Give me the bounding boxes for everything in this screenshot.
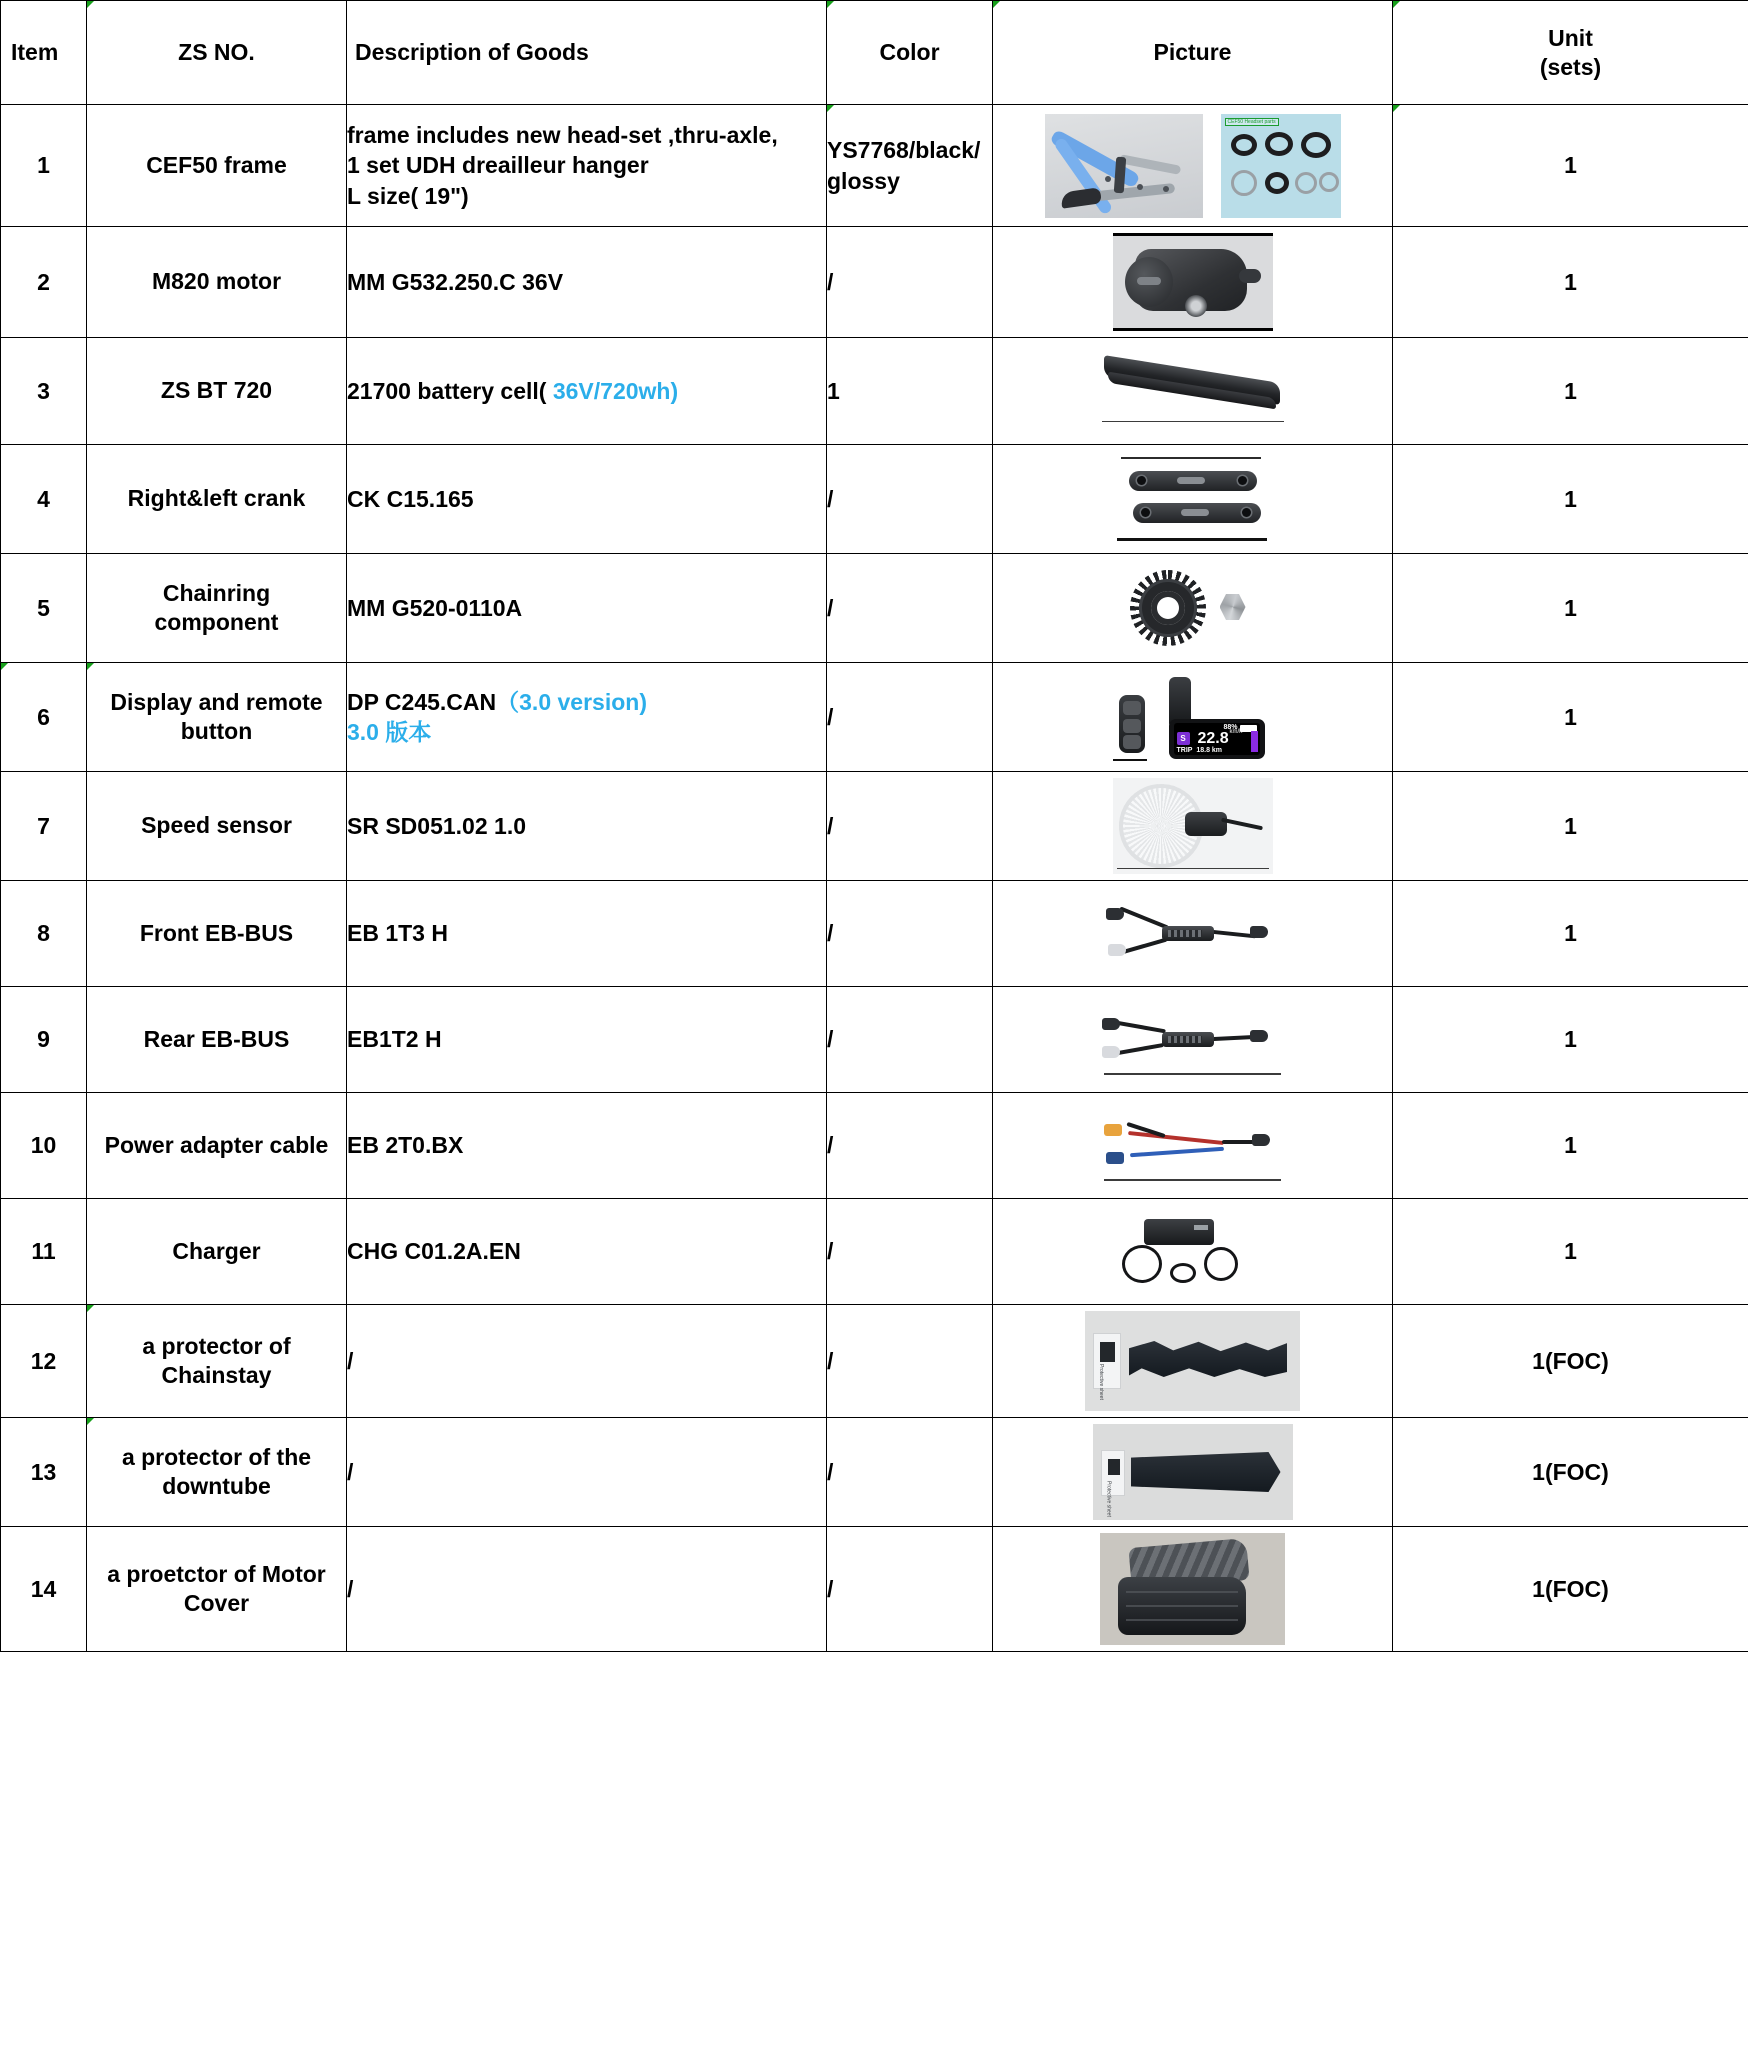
unit-value: 1(FOC) xyxy=(1532,1458,1609,1485)
item-number: 10 xyxy=(30,1132,57,1158)
cell-zsno xyxy=(87,1305,347,1418)
cell-color xyxy=(827,881,993,987)
comment-marker-icon xyxy=(87,1,94,8)
remote-button-illustration xyxy=(1119,695,1145,753)
cell-color xyxy=(827,554,993,663)
table-row xyxy=(1,881,1748,987)
cell-unit xyxy=(1393,663,1748,772)
cell-item xyxy=(1,1418,87,1527)
cell-picture xyxy=(993,772,1393,881)
description-line: EB 2T0.BX xyxy=(347,1132,464,1159)
comment-marker-icon xyxy=(827,105,834,112)
column-header-unit-line1: Unit xyxy=(1548,25,1593,52)
color-line: / xyxy=(827,1026,834,1053)
color-line: / xyxy=(827,594,834,621)
charger-photo xyxy=(1108,1207,1278,1297)
cell-unit xyxy=(1393,1418,1748,1527)
cell-description xyxy=(347,1418,827,1527)
comment-marker-icon xyxy=(993,1,1000,8)
cell-picture xyxy=(993,663,1393,772)
item-number: 14 xyxy=(30,1575,57,1602)
description-line: 1 set UDH dreailleur hanger xyxy=(347,152,649,179)
cell-zsno xyxy=(87,772,347,881)
battery-pack-photo xyxy=(1098,355,1288,427)
cell-unit xyxy=(1393,445,1748,554)
item-number: 12 xyxy=(30,1347,57,1374)
power-adapter-cable-photo xyxy=(1100,1106,1285,1186)
cell-unit xyxy=(1393,554,1748,663)
cell-description xyxy=(347,227,827,338)
zs-number-line: a proetctor of Motor xyxy=(107,1560,326,1587)
comment-marker-icon xyxy=(87,1418,94,1425)
cell-zsno xyxy=(87,1418,347,1527)
cell-zsno xyxy=(87,663,347,772)
cell-zsno xyxy=(87,105,347,227)
table-row xyxy=(1,105,1748,227)
bike-frame-photo xyxy=(1045,114,1203,218)
cell-description xyxy=(347,554,827,663)
zs-number: Power adapter cable xyxy=(104,1131,329,1158)
unit-value: 1(FOC) xyxy=(1532,1347,1609,1374)
description-line: CK C15.165 xyxy=(347,485,474,512)
cell-item xyxy=(1,881,87,987)
chainring-photo xyxy=(1108,560,1278,656)
column-header-zsno xyxy=(87,1,347,105)
color-line: / xyxy=(827,485,834,512)
table-row xyxy=(1,554,1748,663)
comment-marker-icon xyxy=(827,1,834,8)
description-line: MM G520-0110A xyxy=(347,594,523,621)
cell-picture xyxy=(993,881,1393,987)
cell-description xyxy=(347,338,827,445)
column-header-unit-line2: (sets) xyxy=(1539,53,1602,80)
cell-color xyxy=(827,1093,993,1199)
zs-number-line: component xyxy=(154,609,279,635)
item-number: 4 xyxy=(37,485,50,512)
zs-number-line: Chainstay xyxy=(161,1362,272,1388)
cell-picture xyxy=(993,105,1393,227)
item-number: 6 xyxy=(37,703,50,730)
cell-item xyxy=(1,445,87,554)
cell-description xyxy=(347,1305,827,1418)
unit-value: 1 xyxy=(1564,920,1577,946)
column-header-picture-label: Picture xyxy=(1153,39,1232,66)
rear-eb-bus-cable-photo xyxy=(1100,1000,1285,1080)
description-line: frame includes new head-set ,thru-axle, xyxy=(347,121,778,148)
zs-number-line: Cover xyxy=(183,1590,250,1616)
display-and-remote-photo xyxy=(1103,669,1283,765)
comment-marker-icon xyxy=(1,663,8,670)
zs-number: Front EB-BUS xyxy=(139,919,294,946)
description-line: EB 1T3 H xyxy=(347,920,448,947)
table-row xyxy=(1,227,1748,338)
crank-arms-photo xyxy=(1103,451,1283,547)
display-battery-percent: 88% xyxy=(1223,724,1238,731)
item-number: 1 xyxy=(37,152,50,178)
speed-sensor-photo xyxy=(1113,778,1273,874)
cell-color xyxy=(827,105,993,227)
cell-zsno xyxy=(87,554,347,663)
description-highlight: 36V/720wh) xyxy=(552,377,679,404)
item-number: 9 xyxy=(37,1026,50,1052)
cell-unit xyxy=(1393,1093,1748,1199)
motor-cover-protector-photo xyxy=(1100,1533,1285,1645)
unit-value: 1 xyxy=(1564,268,1577,295)
unit-value: 1 xyxy=(1564,594,1577,621)
color-line: / xyxy=(827,1347,834,1374)
table-row xyxy=(1,1305,1748,1418)
unit-value: 1 xyxy=(1564,377,1577,404)
table-row xyxy=(1,1093,1748,1199)
unit-value: 1 xyxy=(1564,1238,1577,1264)
unit-value: 1 xyxy=(1564,812,1577,839)
zs-number-line: Chainring xyxy=(162,579,271,606)
chainstay-protector-photo: Protective sheet xyxy=(1085,1311,1300,1411)
zs-number: ZS BT 720 xyxy=(160,377,273,404)
zs-number: M820 motor xyxy=(151,268,282,295)
table-header-row xyxy=(1,1,1748,105)
zs-number: Charger xyxy=(172,1237,261,1264)
column-header-picture xyxy=(993,1,1393,105)
cell-unit xyxy=(1393,987,1748,1093)
downtube-protector-photo: Protective sheet xyxy=(1093,1424,1293,1520)
item-number: 8 xyxy=(37,920,50,946)
cell-item xyxy=(1,105,87,227)
cell-color xyxy=(827,772,993,881)
cell-item xyxy=(1,1093,87,1199)
comment-marker-icon xyxy=(87,663,94,670)
cell-item xyxy=(1,663,87,772)
column-header-item xyxy=(1,1,87,105)
zs-number: CEF50 frame xyxy=(146,151,287,178)
unit-value: 1(FOC) xyxy=(1532,1575,1609,1602)
cell-unit xyxy=(1393,1305,1748,1418)
unit-value: 1 xyxy=(1564,1132,1577,1158)
cell-unit xyxy=(1393,1527,1748,1652)
item-number: 3 xyxy=(37,377,50,404)
cell-description xyxy=(347,1093,827,1199)
mid-drive-motor-photo xyxy=(1113,233,1273,331)
item-number: 13 xyxy=(30,1458,57,1485)
description-highlight-cn: 3.0 版本 xyxy=(347,719,432,745)
cell-item xyxy=(1,1199,87,1305)
color-line: / xyxy=(827,1132,834,1159)
item-number: 5 xyxy=(37,594,50,621)
comment-marker-icon xyxy=(1393,105,1400,112)
description-line xyxy=(347,687,826,717)
color-line: YS7768/black/ xyxy=(827,137,981,164)
color-line: 1 xyxy=(827,377,840,404)
cell-item xyxy=(1,987,87,1093)
cell-zsno xyxy=(87,338,347,445)
table-row xyxy=(1,772,1748,881)
item-number: 11 xyxy=(31,1238,56,1264)
cell-picture xyxy=(993,1199,1393,1305)
cell-zsno xyxy=(87,227,347,338)
cell-color xyxy=(827,987,993,1093)
cell-color xyxy=(827,663,993,772)
description-text: DP C245.CAN xyxy=(347,688,497,715)
description-line: / xyxy=(347,1575,354,1602)
display-speed-unit: km/h xyxy=(1229,729,1243,735)
table-row xyxy=(1,445,1748,554)
cell-item xyxy=(1,1305,87,1418)
color-line: / xyxy=(827,1458,834,1485)
unit-value: 1 xyxy=(1564,1026,1577,1052)
comment-marker-icon xyxy=(87,1305,94,1312)
color-line: / xyxy=(827,268,834,295)
cell-picture xyxy=(993,445,1393,554)
cell-color xyxy=(827,1418,993,1527)
cell-item xyxy=(1,772,87,881)
description-line: EB1T2 H xyxy=(347,1026,442,1053)
cell-description xyxy=(347,987,827,1093)
cell-picture xyxy=(993,338,1393,445)
cell-color xyxy=(827,1527,993,1652)
unit-value: 1 xyxy=(1564,703,1577,730)
color-line: / xyxy=(827,1238,834,1265)
cell-picture xyxy=(993,554,1393,663)
cell-picture xyxy=(993,227,1393,338)
cell-description xyxy=(347,881,827,987)
headset-photo-caption: CEF50 Headset parts xyxy=(1225,118,1279,126)
item-number: 7 xyxy=(37,812,50,839)
color-line: glossy xyxy=(827,167,900,194)
cell-picture xyxy=(993,987,1393,1093)
description-highlight: （3.0 version) xyxy=(496,688,647,715)
item-number: 2 xyxy=(37,268,50,295)
cell-item xyxy=(1,554,87,663)
zs-number-line: button xyxy=(180,718,253,744)
unit-value: 1 xyxy=(1564,152,1577,178)
zs-number-line: downtube xyxy=(162,1473,271,1499)
cell-item xyxy=(1,227,87,338)
headset-parts-photo xyxy=(1221,114,1341,218)
column-header-unit xyxy=(1393,1,1748,105)
front-eb-bus-cable-photo xyxy=(1100,894,1285,974)
cell-zsno xyxy=(87,445,347,554)
cell-picture xyxy=(993,1418,1393,1527)
cell-item xyxy=(1,338,87,445)
cell-description xyxy=(347,1527,827,1652)
column-header-color xyxy=(827,1,993,105)
color-line: / xyxy=(827,920,834,947)
table-row xyxy=(1,987,1748,1093)
column-header-zsno-label: ZS NO. xyxy=(178,39,255,66)
cell-unit xyxy=(1393,772,1748,881)
cell-description xyxy=(347,105,827,227)
description-line: L size( 19") xyxy=(347,182,469,209)
comment-marker-icon xyxy=(1393,1,1400,8)
cell-unit xyxy=(1393,1199,1748,1305)
description-line: MM G532.250.C 36V xyxy=(347,268,564,295)
table-row xyxy=(1,338,1748,445)
cell-color xyxy=(827,338,993,445)
cell-unit xyxy=(1393,227,1748,338)
cell-picture xyxy=(993,1305,1393,1418)
table-row xyxy=(1,1199,1748,1305)
cell-picture xyxy=(993,1527,1393,1652)
zs-number: Right&left crank xyxy=(127,485,306,512)
zs-number: Rear EB-BUS xyxy=(143,1025,290,1052)
zs-number-line: Display and remote xyxy=(110,688,323,715)
column-header-description-label: Description of Goods xyxy=(355,39,589,66)
description-line: CHG C01.2A.EN xyxy=(347,1238,521,1265)
cell-color xyxy=(827,1305,993,1418)
cell-zsno xyxy=(87,1093,347,1199)
column-header-item-label: Item xyxy=(11,39,59,66)
description-line: / xyxy=(347,1458,354,1485)
cell-description xyxy=(347,772,827,881)
cell-picture xyxy=(993,1093,1393,1199)
display-trip: TRIP 18.8 km xyxy=(1176,747,1223,754)
color-line: / xyxy=(827,1575,834,1602)
color-line: / xyxy=(827,703,834,730)
cell-color xyxy=(827,1199,993,1305)
column-header-description xyxy=(347,1,827,105)
cell-zsno xyxy=(87,1199,347,1305)
cell-description xyxy=(347,663,827,772)
description-line: / xyxy=(347,1347,354,1374)
unit-value: 1 xyxy=(1564,485,1577,512)
table-row xyxy=(1,663,1748,772)
zs-number-line: a protector of the xyxy=(121,1443,312,1470)
cell-zsno xyxy=(87,881,347,987)
cell-unit xyxy=(1393,105,1748,227)
cell-item xyxy=(1,1527,87,1652)
cell-color xyxy=(827,445,993,554)
description-line: SR SD051.02 1.0 xyxy=(347,812,527,839)
cell-unit xyxy=(1393,338,1748,445)
display-assist-mode: S xyxy=(1177,732,1190,745)
cell-description xyxy=(347,1199,827,1305)
column-header-color-label: Color xyxy=(879,39,940,66)
cell-zsno xyxy=(87,987,347,1093)
table-row xyxy=(1,1527,1748,1652)
description-line xyxy=(347,376,826,406)
cell-unit xyxy=(1393,881,1748,987)
cell-description xyxy=(347,445,827,554)
display-speed: 22.8 xyxy=(1197,730,1229,747)
zs-number: Speed sensor xyxy=(141,812,292,839)
table-row xyxy=(1,1418,1748,1527)
description-text: 21700 battery cell( xyxy=(347,377,553,404)
zs-number-line: a protector of xyxy=(142,1332,291,1359)
cell-zsno xyxy=(87,1527,347,1652)
color-line: / xyxy=(827,812,834,839)
cell-color xyxy=(827,227,993,338)
